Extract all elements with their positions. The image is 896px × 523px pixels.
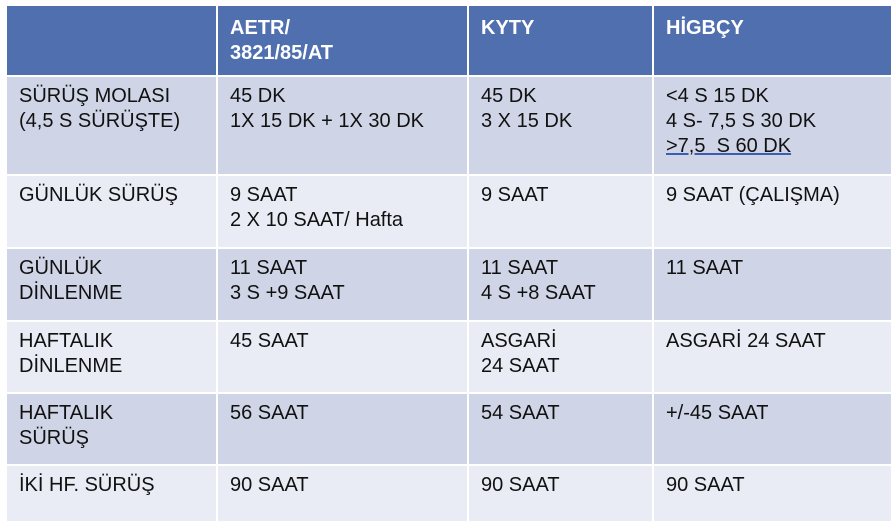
higbcy-cell [653,248,892,321]
header-kyty-label: KYTY [481,17,535,39]
header-cell-kyty [468,5,653,76]
table-row-haftalik-surus [6,393,892,465]
cell-text: ASGARİ 24 SAAT [666,330,826,352]
cell-text: 9 SAAT [230,184,298,206]
cell-text: (4,5 S SÜRÜŞTE) [19,110,181,132]
higbcy-cell [653,76,892,175]
higbcy-cell [653,175,892,248]
cell-text: 90 SAAT [230,474,309,496]
table-row-surus-molasi [6,76,892,175]
cell-text: 45 SAAT [230,330,309,352]
cell-text: 45 DK [230,85,286,107]
cell-text: HAFTALIK [19,330,114,352]
kyty-cell [468,465,653,522]
cell-text: 56 SAAT [230,402,309,424]
cell-text: 54 SAAT [481,402,560,424]
header-cell-higbcy [653,5,892,76]
row-label-cell [6,175,217,248]
cell-text: DİNLENME [19,282,123,304]
header-cell-empty [6,5,217,76]
cell-text-underlined: >7,5 S 60 DK [666,135,792,157]
table-header-row [6,5,892,76]
row-label-cell [6,465,217,522]
kyty-cell [468,393,653,465]
cell-text: 3 X 15 DK [481,110,573,132]
cell-text: 2 X 10 SAAT/ Hafta [230,209,404,231]
aetr-cell [217,248,468,321]
table-row-gunluk-dinlenme [6,248,892,321]
kyty-cell [468,248,653,321]
kyty-cell [468,76,653,175]
row-label-cell [6,248,217,321]
cell-text: SÜRÜŞ [19,427,90,449]
row-label-cell [6,393,217,465]
higbcy-cell [653,321,892,393]
cell-text: 24 SAAT [481,355,560,377]
cell-text: 45 DK [481,85,537,107]
cell-text: 90 SAAT [666,474,745,496]
cell-text: 1X 15 DK + 1X 30 DK [230,110,425,132]
kyty-cell [468,321,653,393]
cell-text: İKİ HF. SÜRÜŞ [19,474,155,496]
regulation-comparison-table [5,4,893,523]
row-label-cell [6,321,217,393]
cell-text: SÜRÜŞ MOLASI [19,85,171,107]
cell-text: DİNLENME [19,355,123,377]
cell-text: GÜNLÜK SÜRÜŞ [19,184,178,206]
cell-text: 4 S- 7,5 S 30 DK [666,110,817,132]
row-label-cell [6,76,217,175]
aetr-cell [217,76,468,175]
higbcy-cell [653,465,892,522]
cell-text: 11 SAAT [666,257,744,279]
cell-text: GÜNLÜK [19,257,103,279]
header-cell-aetr [217,5,468,76]
higbcy-cell [653,393,892,465]
header-aetr-line-1: AETR/ [230,17,290,39]
cell-text: <4 S 15 DK [666,85,769,107]
cell-text: 11 SAAT [481,257,559,279]
regulation-comparison-table-wrap [5,4,891,523]
header-aetr-line-2: 3821/85/AT [230,42,334,64]
aetr-cell [217,321,468,393]
cell-text: 11 SAAT [230,257,308,279]
aetr-cell [217,175,468,248]
cell-text: 90 SAAT [481,474,560,496]
cell-text: 3 S +9 SAAT [230,282,345,304]
cell-text: 4 S +8 SAAT [481,282,596,304]
aetr-cell [217,393,468,465]
aetr-cell [217,465,468,522]
table-row-gunluk-surus [6,175,892,248]
cell-text: HAFTALIK [19,402,114,424]
table-row-haftalik-dinlenme [6,321,892,393]
cell-text: ASGARİ [481,330,557,352]
table-row-iki-hf-surus [6,465,892,522]
kyty-cell [468,175,653,248]
header-higbcy-label: HİGBÇY [666,17,744,39]
cell-text: +/-45 SAAT [666,402,769,424]
cell-text: 9 SAAT [481,184,549,206]
cell-text: 9 SAAT (ÇALIŞMA) [666,184,840,206]
